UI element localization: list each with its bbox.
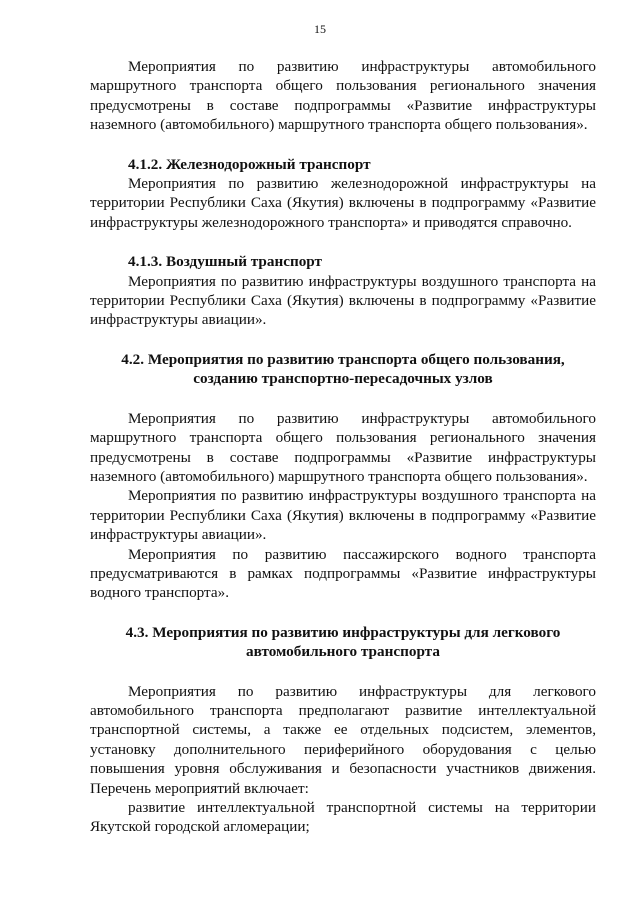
spacer [90,232,596,252]
heading-public-transport-line1: 4.2. Мероприятия по развитию транспорта общего пользования, [121,350,565,368]
document-body [90,57,596,837]
heading-air-transport: 4.1.3. Воздушный транспорт [128,253,323,271]
heading-car-infrastructure-line1: 4.3. Мероприятия по развитию инфраструктуры для легкового [125,623,561,641]
spacer [90,603,596,623]
heading-railway-transport: 4.1.2. Железнодорожный транспорт [128,155,371,173]
spacer [90,389,596,409]
paragraph-public-road-transport: Мероприятия по развитию инфраструктуры автомобильного маршрутного транспорта общего пользования регионального значения предусмотрены в составе подпрограммы «Развитие инфраструктуры наземного (автомобильного) маршрутного транспорта общего пользования». [90,409,596,485]
spacer [90,662,596,682]
paragraph-water-transport: Мероприятия по развитию пассажирского водного транспорта предусматриваются в рамках подпрограммы «Развитие инфраструктуры водного транспорта». [90,545,596,602]
paragraph-public-air-transport: Мероприятия по развитию инфраструктуры воздушного транспорта на территории Республики Саха (Якутия) включены в подпрограмму «Развитие инфраструктуры авиации». [90,487,596,544]
heading-car-infrastructure [90,623,596,662]
paragraph-air-transport: Мероприятия по развитию инфраструктуры воздушного транспорта на территории Республики Саха (Якутия) включены в подпрограмму «Развитие инфраструктуры авиации». [90,272,596,329]
heading-car-infrastructure-line2: автомобильного транспорта [246,643,440,661]
paragraph-road-transport: Мероприятия по развитию инфраструктуры автомобильного маршрутного транспорта общего пользования регионального значения предусмотрены в составе подпрограммы «Развитие инфраструктуры наземного (автомобильного) маршрутного транспорта общего пользования». [90,58,596,134]
spacer [90,135,596,155]
paragraph-intelligent-transport-system: развитие интеллектуальной транспортной системы на территории Якутской городской агломерации; [90,799,596,836]
heading-public-transport-line2: созданию транспортно-пересадочных узлов [193,370,493,388]
paragraph-car-infrastructure: Мероприятия по развитию инфраструктуры для легкового автомобильного транспорта предполагают развитие интеллектуальной транспортной системы, а также ее отдельных подсистем, элементов, установку дополнительного периферийного оборудования с целью повышения уровня обслуживания и безопасности участников движения. Перечень мероприятий включает: [90,682,596,797]
paragraph-railway-transport: Мероприятия по развитию железнодорожной инфраструктуры на территории Республики Саха (Якутия) включены в подпрограмму «Развитие инфраструктуры железнодорожного транспорта» и приводятся справочно. [90,175,596,231]
spacer [90,330,596,350]
page-number: 15 [314,22,326,36]
heading-public-transport [90,350,596,389]
